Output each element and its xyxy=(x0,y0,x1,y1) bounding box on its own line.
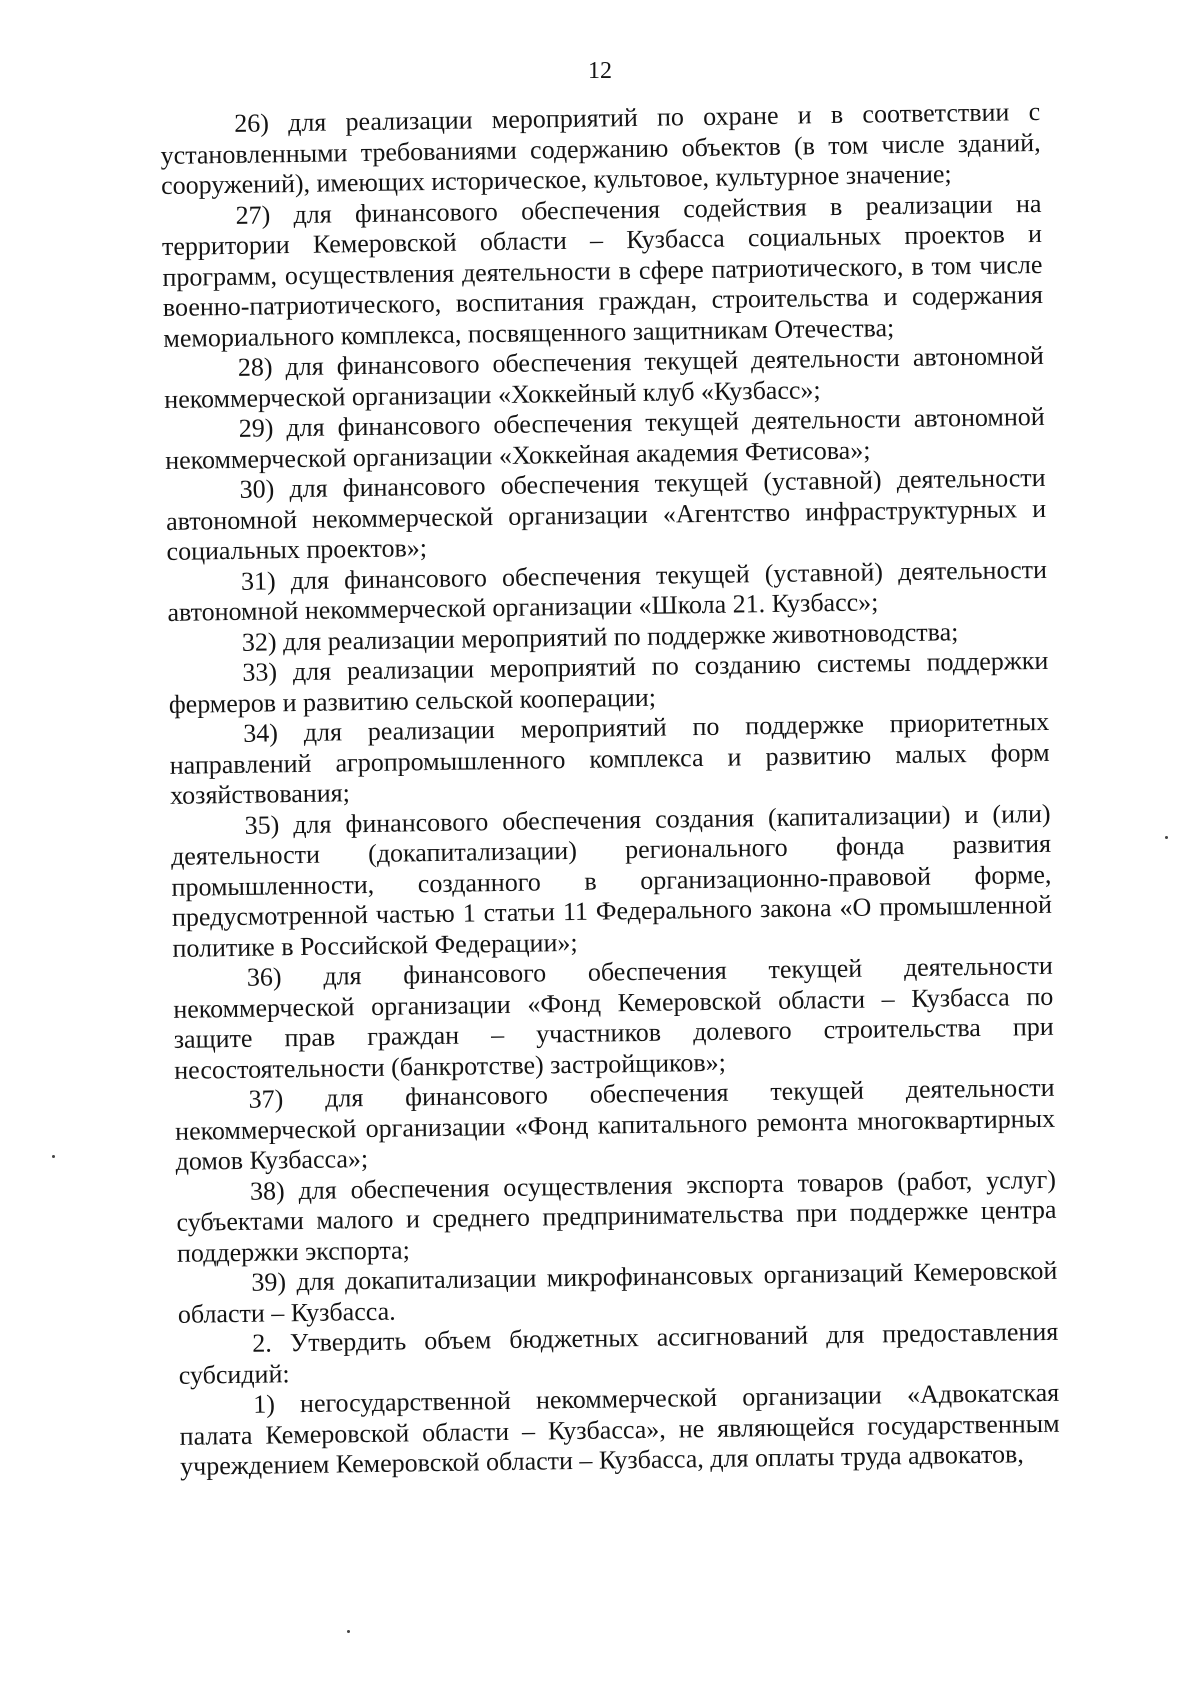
paragraph-28: 28) для финансового обеспечения текущей деятельности автономной некоммерческой организации «Хоккейный клуб «Кузбасс»; xyxy=(164,340,1044,414)
paragraph-31: 31) для финансового обеспечения текущей (уставной) деятельности автономной некоммерческой организации «Школа 21. Кузбасс»; xyxy=(167,554,1048,627)
paragraph-33: 33) для реализации мероприятий по созданию системы поддержки фермеров и развитию сельской кооперации; xyxy=(168,645,1049,719)
paragraph-37: 37) для финансового обеспечения текущей деятельности некоммерческой организации «Фонд капитального ремонта многоквартирных домов Кузбасса»; xyxy=(174,1072,1056,1176)
scan-speck xyxy=(52,1155,55,1158)
paragraph-34: 34) для реализации мероприятий по поддержке приоритетных направлений агропромышленного комплекса и развитию малых форм хозяйствования; xyxy=(169,706,1050,810)
scan-speck xyxy=(347,1630,350,1633)
section-2-heading: 2. Утвердить объем бюджетных ассигнований для предоставления субсидий: xyxy=(178,1316,1059,1390)
paragraph-38: 38) для обеспечения осуществления экспорта товаров (работ, услуг) субъектами малого и среднего предпринимательства при поддержке центра поддержки экспорта; xyxy=(176,1164,1057,1268)
scan-speck xyxy=(1165,836,1168,839)
paragraph-39: 39) для докапитализации микрофинансовых организаций Кемеровской области – Кузбасса. xyxy=(177,1255,1058,1329)
paragraph-30: 30) для финансового обеспечения текущей (уставной) деятельности автономной некоммерческой организации «Агентство инфраструктурных и социальных проектов»; xyxy=(165,462,1047,566)
paragraph-36: 36) для финансового обеспечения текущей деятельности некоммерческой организации «Фонд Кемеровской области – Кузбасса по защите прав граждан – участников долевого строительства при несостоятельности (банкротстве) застройщиков»; xyxy=(173,950,1054,1085)
paragraph-29: 29) для финансового обеспечения текущей деятельности автономной некоммерческой организации «Хоккейная академия Фетисова»; xyxy=(164,401,1045,475)
paragraph-27: 27) для финансового обеспечения содействия в реализации на территории Кемеровской области – Кузбасса социальных проектов и программ, осуществления деятельности в сфере патриотического, в том числе военно-патриотического, воспитания граждан, строительства и содержания мемориального комплекса, посвященного защитникам Отечества; xyxy=(161,188,1044,353)
document-body xyxy=(160,97,1060,1482)
page-number: 12 xyxy=(588,58,612,84)
paragraph-26: 26) для реализации мероприятий по охране и в соответствии с установленными требованиями содержанию объектов (в том числе зданий, сооружений), имеющих историческое, культовое, культурное значение; xyxy=(160,96,1041,200)
section-2-item-1: 1) негосударственной некоммерческой организации «Адвокатская палата Кемеровской области – Кузбасса», не являющейся государственным учреждением Кемеровской области – Кузбасса, для оплаты труда адвокатов, xyxy=(179,1377,1060,1481)
paragraph-32: 32) для реализации мероприятий по поддержке животноводства; xyxy=(241,616,959,657)
paragraph-35: 35) для финансового обеспечения создания (капитализации) и (или) деятельности (докапитализации) регионального фонда развития промышленности, созданного в организационно-правовой форме, предусмотренной частью 1 статьи 11 Федерального закона «О промышленной политике в Российской Федерации»; xyxy=(170,798,1053,963)
